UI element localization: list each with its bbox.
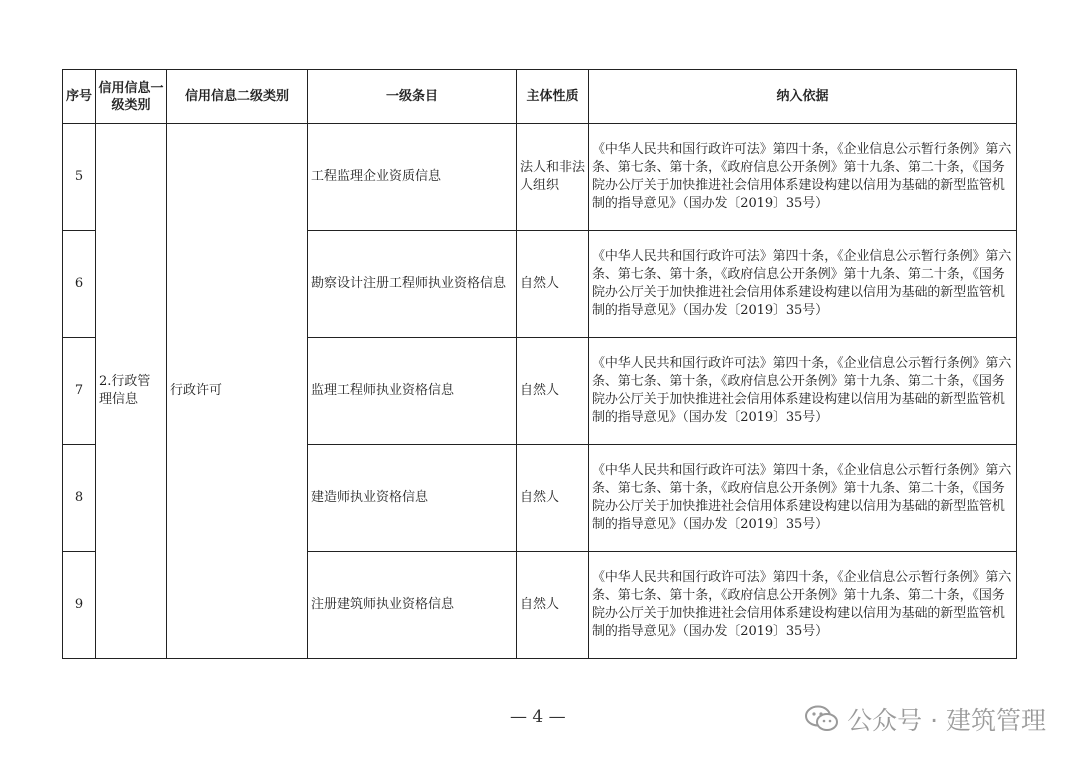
cat2-cell: 行政许可 <box>167 124 308 659</box>
watermark <box>805 701 1046 737</box>
basis-cell: 《中华人民共和国行政许可法》第四十条，《企业信息公示暂行条例》第六条、第七条、第十条，《政府信息公开条例》第十九条、第二十条，《国务院办公厅关于加快推进社会信用体系建设构建以信用为基础的新型监管机制的指导意见》（国办发〔2019〕35号） <box>589 445 1017 552</box>
wechat-icon <box>805 705 839 733</box>
page-number: — 4 — <box>510 707 566 727</box>
row-number: 5 <box>63 124 96 231</box>
header-item: 一级条目 <box>308 70 517 124</box>
credit-info-table <box>62 69 1017 659</box>
header-cat2: 信用信息二级类别 <box>167 70 308 124</box>
header-subject: 主体性质 <box>517 70 589 124</box>
row-number: 9 <box>63 552 96 659</box>
subject-cell: 自然人 <box>517 552 589 659</box>
subject-cell: 自然人 <box>517 231 589 338</box>
watermark-text: 公众号 · 建筑管理 <box>847 706 1046 735</box>
table-header-row <box>63 70 1017 124</box>
table-row <box>63 124 1017 231</box>
header-basis: 纳入依据 <box>589 70 1017 124</box>
subject-cell: 自然人 <box>517 338 589 445</box>
basis-cell: 《中华人民共和国行政许可法》第四十条，《企业信息公示暂行条例》第六条、第七条、第十条，《政府信息公开条例》第十九条、第二十条，《国务院办公厅关于加快推进社会信用体系建设构建以信用为基础的新型监管机制的指导意见》（国办发〔2019〕35号） <box>589 552 1017 659</box>
basis-cell: 《中华人民共和国行政许可法》第四十条，《企业信息公示暂行条例》第六条、第七条、第十条，《政府信息公开条例》第十九条、第二十条，《国务院办公厅关于加快推进社会信用体系建设构建以信用为基础的新型监管机制的指导意见》（国办发〔2019〕35号） <box>589 124 1017 231</box>
cat1-cell: 2.行政管理信息 <box>96 124 167 659</box>
item-cell: 建造师执业资格信息 <box>308 445 517 552</box>
item-cell: 勘察设计注册工程师执业资格信息 <box>308 231 517 338</box>
item-cell: 工程监理企业资质信息 <box>308 124 517 231</box>
item-cell: 监理工程师执业资格信息 <box>308 338 517 445</box>
header-cat1: 信用信息一级类别 <box>96 70 167 124</box>
subject-cell: 法人和非法人组织 <box>517 124 589 231</box>
header-seq: 序号 <box>63 70 96 124</box>
basis-cell: 《中华人民共和国行政许可法》第四十条，《企业信息公示暂行条例》第六条、第七条、第十条，《政府信息公开条例》第十九条、第二十条，《国务院办公厅关于加快推进社会信用体系建设构建以信用为基础的新型监管机制的指导意见》（国办发〔2019〕35号） <box>589 338 1017 445</box>
subject-cell: 自然人 <box>517 445 589 552</box>
row-number: 7 <box>63 338 96 445</box>
row-number: 8 <box>63 445 96 552</box>
row-number: 6 <box>63 231 96 338</box>
basis-cell: 《中华人民共和国行政许可法》第四十条，《企业信息公示暂行条例》第六条、第七条、第十条，《政府信息公开条例》第十九条、第二十条，《国务院办公厅关于加快推进社会信用体系建设构建以信用为基础的新型监管机制的指导意见》（国办发〔2019〕35号） <box>589 231 1017 338</box>
item-cell: 注册建筑师执业资格信息 <box>308 552 517 659</box>
